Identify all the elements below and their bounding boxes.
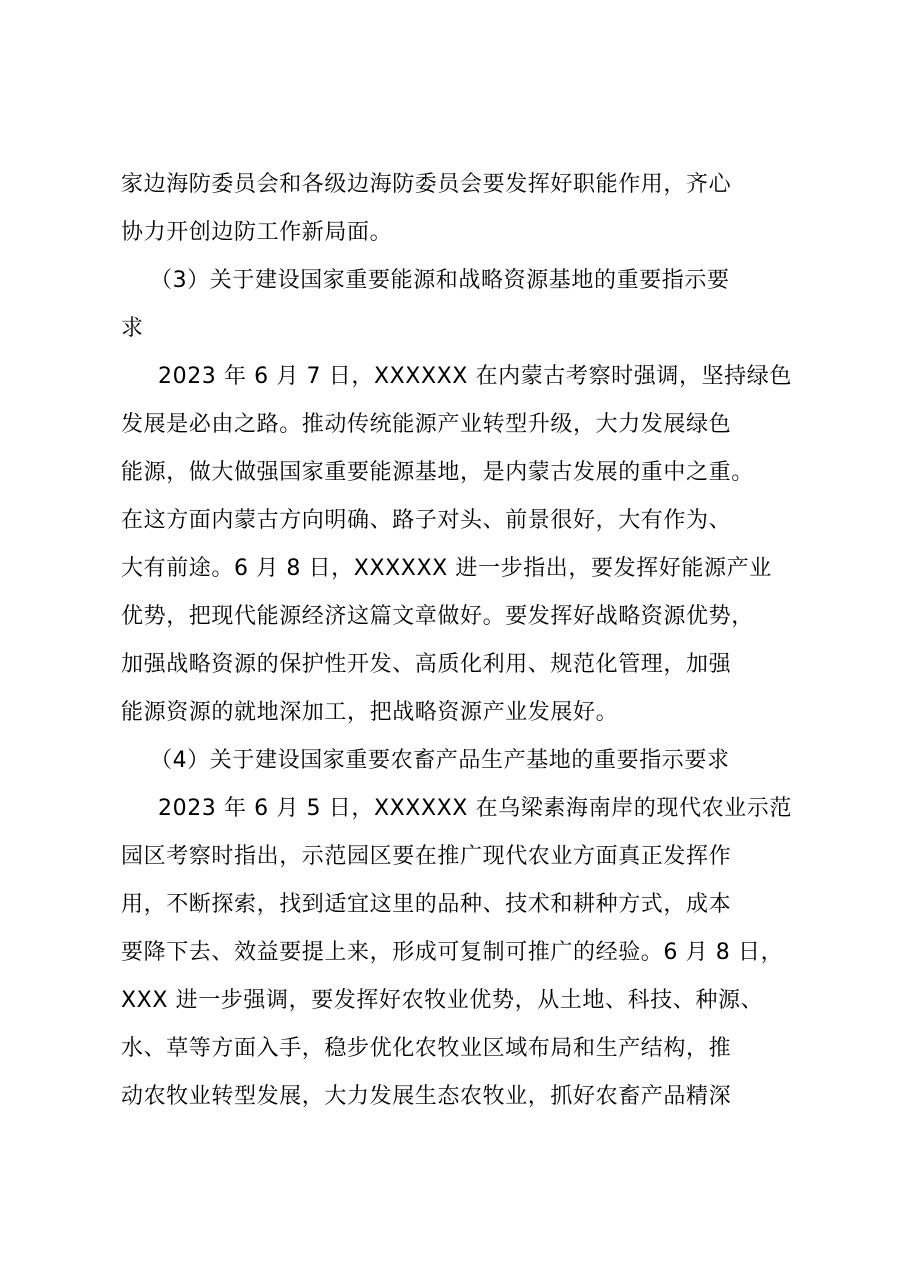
text-line: 2023 年 6 月 5 日，XXXXXX 在乌梁素海南岸的现代农业示范 [158,796,792,821]
text-line: 2023 年 6 月 7 日，XXXXXX 在内蒙古考察时强调，坚持绿色 [158,364,792,389]
text-line: 用，不断探索，找到适宜这里的品种、技术和耕种方式，成本 [121,892,732,917]
text-line: 发展是必由之路。推动传统能源产业转型升级，大力发展绿色 [121,412,732,437]
text-line: 动农牧业转型发展，大力发展生态农牧业，抓好农畜产品精深 [121,1084,732,1109]
text-line: 优势，把现代能源经济这篇文章做好。要发挥好战略资源优势， [121,604,754,629]
section-heading: （3）关于建设国家重要能源和战略资源基地的重要指示要 [150,268,730,293]
text-line: 家边海防委员会和各级边海防委员会要发挥好职能作用，齐心 [121,172,732,197]
section-heading-continued: 求 [121,316,144,341]
text-line: 能源，做大做强国家重要能源基地，是内蒙古发展的重中之重。 [121,460,754,485]
text-line: 协力开创边防工作新局面。 [121,220,393,245]
section-heading: （4）关于建设国家重要农畜产品生产基地的重要指示要求 [150,748,730,773]
text-line: 大有前途。6 月 8 日，XXXXXX 进一步指出，要发挥好能源产业 [121,556,772,581]
text-line: 加强战略资源的保护性开发、高质化利用、规范化管理，加强 [121,652,732,677]
text-line: 园区考察时指出，示范园区要在推广现代农业方面真正发挥作 [121,844,732,869]
text-line: XXX 进一步强调，要发挥好农牧业优势，从土地、科技、种源、 [121,988,764,1013]
text-line: 能源资源的就地深加工，把战略资源产业发展好。 [121,700,619,725]
text-line: 水、草等方面入手，稳步优化农牧业区域布局和生产结构，推 [121,1036,732,1061]
text-line: 在这方面内蒙古方向明确、路子对头、前景很好，大有作为、 [121,508,732,533]
text-line: 要降下去、效益要提上来，形成可复制可推广的经验。6 月 8 日， [121,940,784,965]
